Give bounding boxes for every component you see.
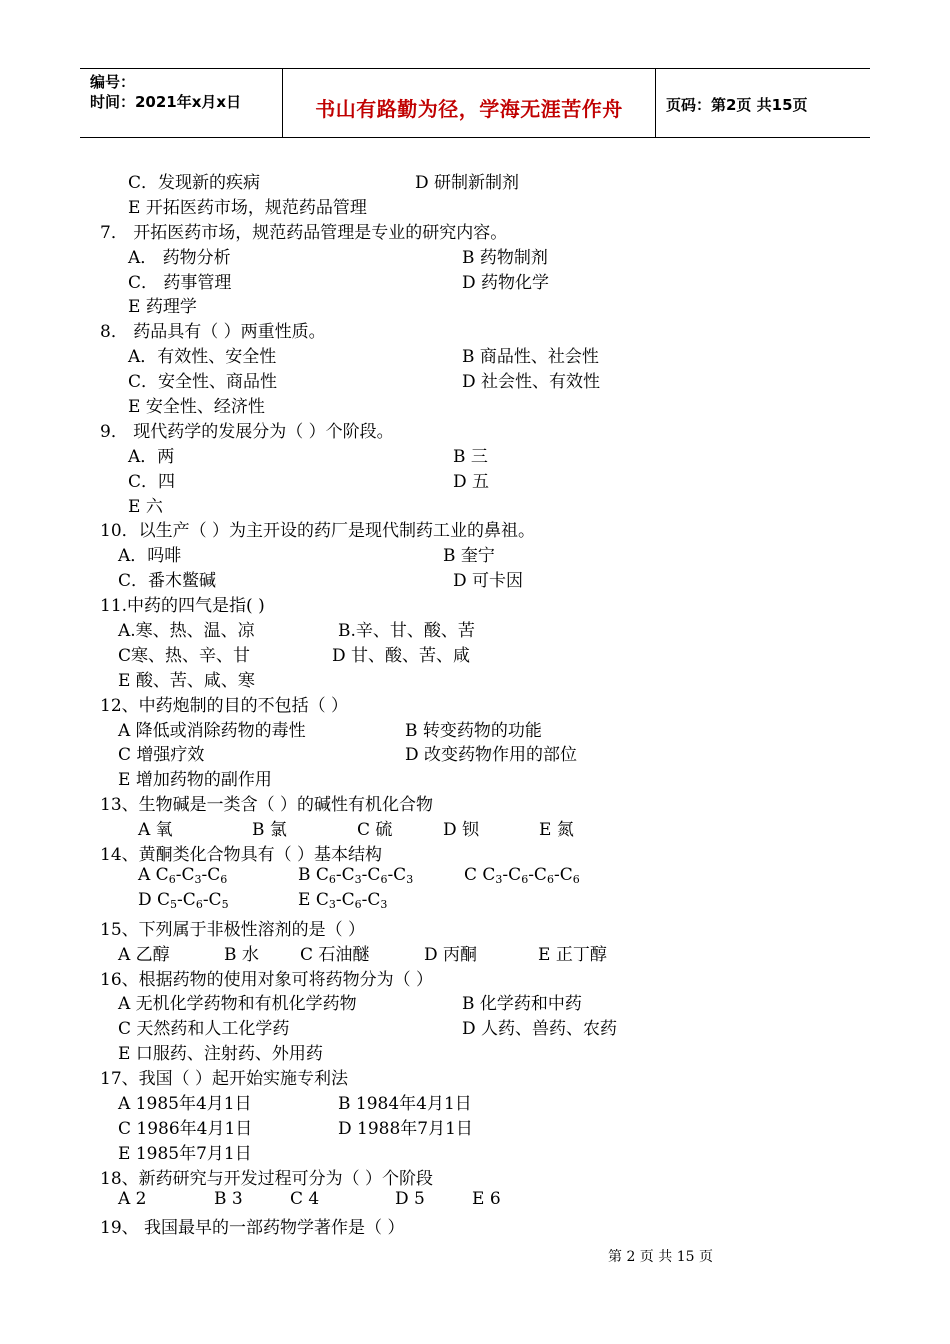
text-line xyxy=(100,716,900,741)
option-b: B 氯 xyxy=(252,820,287,841)
option-d: D 人药、兽药、农药 xyxy=(462,1019,618,1040)
question-19 xyxy=(100,1213,900,1238)
option-a: A $C_6-C_3-C_6$ xyxy=(138,864,228,886)
option-b: B $C_6-C_3-C_6-C_3$ xyxy=(298,864,414,886)
text-line xyxy=(100,1089,900,1114)
option-c: C 石油醚 xyxy=(300,944,370,965)
text-line xyxy=(100,765,900,790)
text-line xyxy=(100,367,900,392)
question-12 xyxy=(100,691,900,716)
option-e: E 药理学 xyxy=(128,297,197,318)
option-d: D 1988年7月1日 xyxy=(338,1118,473,1139)
text-line xyxy=(100,666,900,691)
text-line xyxy=(100,292,900,317)
question-18 xyxy=(100,1164,900,1189)
text-line xyxy=(100,1114,900,1139)
option-e: E 酸、苦、咸、寒 xyxy=(118,670,255,691)
text-line xyxy=(100,1189,900,1214)
number-label: 编号： xyxy=(90,73,136,91)
option-b: B 三 xyxy=(453,446,488,467)
option-d: D 研制新制剂 xyxy=(415,173,520,193)
option-a: A． 药物分析 xyxy=(128,247,231,268)
option-e: E 增加药物的副作用 xyxy=(118,770,272,791)
text-line xyxy=(100,1039,900,1064)
option-d: D 可卡因 xyxy=(453,571,524,592)
option-b: B 水 xyxy=(224,944,259,965)
option-a: A．吗啡 xyxy=(118,546,182,567)
text-line xyxy=(100,243,900,268)
option-d: D 钡 xyxy=(443,820,480,841)
option-e: E 开拓医药市场，规范药品管理 xyxy=(128,197,367,218)
option-c: C寒、热、辛、甘 xyxy=(118,645,251,666)
option-c: C 4 xyxy=(290,1188,320,1209)
question-16 xyxy=(100,965,900,990)
text-line xyxy=(100,641,900,666)
header-right-cell xyxy=(656,69,870,137)
question-text: 15、下列属于非极性溶剂的是（ ） xyxy=(100,919,366,940)
text-line xyxy=(100,890,900,915)
option-c: C． 药事管理 xyxy=(128,272,232,293)
option-c: C 天然药和人工化学药 xyxy=(118,1019,290,1040)
option-a: A 降低或消除药物的毒性 xyxy=(118,720,306,741)
option-c: C 增强疗效 xyxy=(118,745,205,766)
option-e: E $C_3-C_6-C_3$ xyxy=(298,889,388,911)
question-13 xyxy=(100,790,900,815)
text-line xyxy=(100,616,900,641)
option-b: B 药物制剂 xyxy=(462,247,548,268)
option-b: B 转变药物的功能 xyxy=(405,720,542,741)
option-c: C．番木鳖碱 xyxy=(118,571,217,592)
option-d: D 五 xyxy=(453,471,490,492)
page-footer: 第 2 页 共 15 页 xyxy=(608,1249,713,1265)
option-d: D 甘、酸、苦、咸 xyxy=(332,645,471,666)
option-c: C 1986年4月1日 xyxy=(118,1118,253,1139)
option-e: E 安全性、经济性 xyxy=(128,397,265,418)
question-text: 16、根据药物的使用对象可将药物分为（ ） xyxy=(100,969,434,990)
text-line xyxy=(100,740,900,765)
question-17 xyxy=(100,1064,900,1089)
option-d: D 改变药物作用的部位 xyxy=(405,745,578,766)
text-line xyxy=(100,940,900,965)
option-d: D 丙酮 xyxy=(424,944,478,965)
option-a: A 无机化学药物和有机化学药物 xyxy=(118,994,357,1015)
option-a: A 2 xyxy=(118,1188,147,1209)
page-header xyxy=(80,68,870,138)
text-line xyxy=(100,342,900,367)
option-b: B 3 xyxy=(214,1188,243,1209)
date-line: 时间：2021年x月x日 xyxy=(90,93,242,111)
option-e: E 六 xyxy=(128,496,163,517)
question-list xyxy=(100,168,900,1238)
option-e: E 氮 xyxy=(539,820,574,841)
question-text: 12、中药炮制的目的不包括（ ） xyxy=(100,695,349,716)
question-text: 9． 现代药学的发展分为（ ）个阶段。 xyxy=(100,421,394,442)
question-text: 7． 开拓医药市场，规范药品管理是专业的研究内容。 xyxy=(100,222,508,243)
option-b: B 奎宁 xyxy=(443,546,495,567)
text-line xyxy=(100,989,900,1014)
text-line xyxy=(100,442,900,467)
question-11 xyxy=(100,591,900,616)
question-text: 13、生物碱是一类含（ ）的碱性有机化合物 xyxy=(100,795,434,816)
question-14 xyxy=(100,840,900,865)
header-left-cell xyxy=(80,69,283,137)
option-b: B.辛、甘、酸、苦 xyxy=(338,621,475,642)
option-e: E 6 xyxy=(472,1188,501,1209)
option-a: A 乙醇 xyxy=(118,944,170,965)
text-line xyxy=(100,1139,900,1164)
question-text: 11.中药的四气是指( ) xyxy=(100,596,265,617)
text-line xyxy=(100,193,900,218)
header-middle-cell xyxy=(283,69,656,137)
option-b: B 化学药和中药 xyxy=(462,994,582,1015)
text-line xyxy=(100,492,900,517)
question-text: 19、 我国最早的一部药物学著作是（ ） xyxy=(100,1218,405,1239)
question-text: 18、新药研究与开发过程可分为（ ）个阶段 xyxy=(100,1168,434,1189)
page-code: 页码：第2页 共15页 xyxy=(666,96,808,114)
text-line xyxy=(100,268,900,293)
option-e: E 正丁醇 xyxy=(538,944,607,965)
option-b: B 商品性、社会性 xyxy=(462,347,599,368)
option-c: C 硫 xyxy=(357,820,393,841)
option-d: D 社会性、有效性 xyxy=(462,372,601,393)
text-line xyxy=(100,865,900,890)
motto: 书山有路勤为径，学海无涯苦作舟 xyxy=(315,97,623,121)
question-text: 17、我国（ ）起开始实施专利法 xyxy=(100,1069,349,1090)
option-d: D 药物化学 xyxy=(462,272,550,293)
text-line xyxy=(100,392,900,417)
question-8 xyxy=(100,317,900,342)
option-c: C．四 xyxy=(128,471,176,492)
question-10 xyxy=(100,516,900,541)
text-line xyxy=(100,815,900,840)
option-d: D 5 xyxy=(395,1188,425,1209)
option-c: C $C_3-C_6-C_6-C_6$ xyxy=(464,864,580,886)
option-b: B 1984年4月1日 xyxy=(338,1093,472,1114)
question-15 xyxy=(100,915,900,940)
option-d: D $C_5-C_6-C_5$ xyxy=(138,889,229,911)
question-9 xyxy=(100,417,900,442)
option-a: A．有效性、安全性 xyxy=(128,347,277,368)
option-e: E 1985年7月1日 xyxy=(118,1143,252,1164)
text-line xyxy=(100,541,900,566)
question-text: 10．以生产（ ）为主开设的药厂是现代制药工业的鼻祖。 xyxy=(100,521,536,542)
option-a: A．两 xyxy=(128,446,175,467)
option-a: A 1985年4月1日 xyxy=(118,1093,252,1114)
question-7 xyxy=(100,218,900,243)
text-line xyxy=(100,168,900,193)
text-line xyxy=(100,467,900,492)
text-line xyxy=(100,1014,900,1039)
question-text: 8． 药品具有（ ）两重性质。 xyxy=(100,322,326,343)
question-text: 14、黄酮类化合物具有（ ）基本结构 xyxy=(100,845,383,866)
option-e: E 口服药、注射药、外用药 xyxy=(118,1044,323,1065)
option-c: C．发现新的疾病 xyxy=(128,173,261,193)
option-c: C．安全性、商品性 xyxy=(128,372,278,393)
text-line xyxy=(100,566,900,591)
option-a: A.寒、热、温、凉 xyxy=(118,621,255,642)
option-a: A 氧 xyxy=(138,820,173,841)
